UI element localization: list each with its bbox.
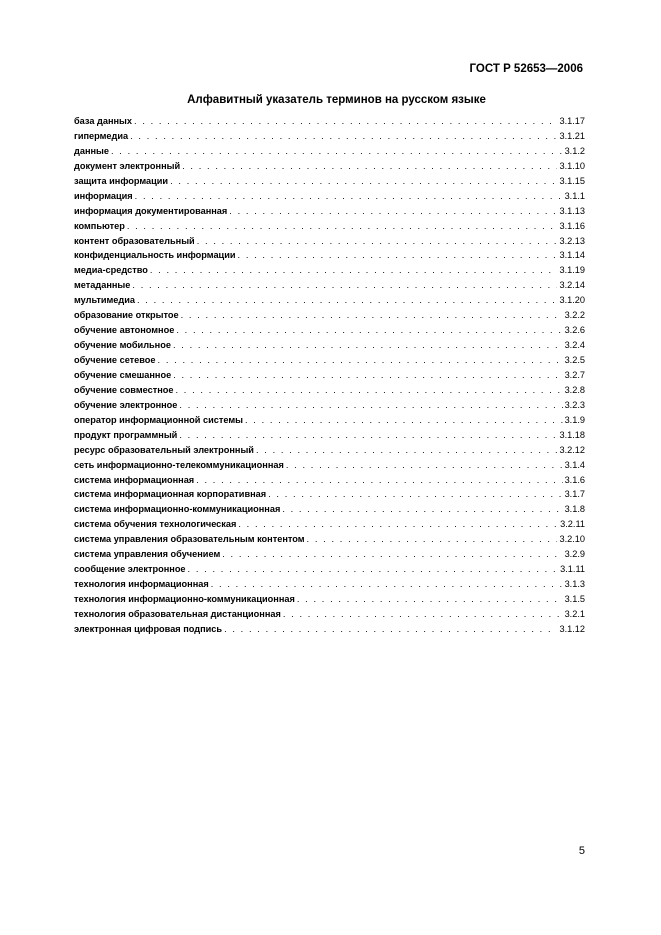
- index-term: система обучения технологическая: [74, 519, 237, 530]
- index-entry: [74, 443, 585, 458]
- dot-leader: [211, 577, 563, 592]
- term-index: [74, 114, 585, 637]
- index-term: образование открытое: [74, 310, 179, 321]
- dot-leader: [170, 174, 557, 189]
- index-reference: 3.1.8: [564, 504, 585, 515]
- index-entry: [74, 398, 585, 413]
- index-reference: 3.1.13: [559, 205, 585, 216]
- index-term: информация: [74, 190, 133, 201]
- index-reference: 3.2.9: [564, 549, 585, 560]
- dot-leader: [268, 487, 562, 502]
- index-entry: [74, 353, 585, 368]
- index-term: продукт программный: [74, 429, 178, 440]
- index-term: конфиденциальность информации: [74, 250, 236, 261]
- index-reference: 3.1.2: [564, 145, 585, 156]
- index-term: данные: [74, 145, 109, 156]
- dot-leader: [307, 532, 558, 547]
- dot-leader: [238, 248, 558, 263]
- index-term: сеть информационно-телекоммуникационная: [74, 459, 284, 470]
- index-term: система управления образовательным контентом: [74, 534, 305, 545]
- index-entry: [74, 248, 585, 263]
- index-term: система информационная корпоративная: [74, 489, 267, 500]
- index-entry: [74, 547, 585, 562]
- index-entry: [74, 487, 585, 502]
- index-term: медиа-средство: [74, 265, 148, 276]
- index-entry: [74, 413, 585, 428]
- index-term: гипермедиа: [74, 130, 129, 141]
- index-entry: [74, 234, 585, 249]
- dot-leader: [182, 159, 557, 174]
- index-term: обучение электронное: [74, 399, 178, 410]
- index-reference: 3.1.10: [559, 160, 585, 171]
- index-term: защита информации: [74, 175, 169, 186]
- index-entry: [74, 368, 585, 383]
- index-reference: 3.1.6: [564, 474, 585, 485]
- index-term: система управления обучением: [74, 549, 221, 560]
- index-entry: [74, 428, 585, 443]
- index-entry: [74, 174, 585, 189]
- index-reference: 3.1.15: [559, 175, 585, 186]
- index-entry: [74, 263, 585, 278]
- index-reference: 3.2.5: [564, 355, 585, 365]
- index-reference: 3.1.11: [560, 564, 585, 575]
- index-reference: 3.1.17: [559, 116, 585, 126]
- dot-leader: [179, 428, 557, 443]
- dot-leader: [176, 323, 562, 338]
- dot-leader: [134, 114, 557, 129]
- dot-leader: [173, 338, 563, 353]
- index-entry: [74, 129, 585, 144]
- index-entry: [74, 562, 585, 577]
- index-entry: [74, 607, 585, 622]
- index-reference: 3.1.3: [564, 579, 585, 590]
- index-entry: [74, 383, 585, 398]
- index-entry: [74, 159, 585, 174]
- index-term: обучение совместное: [74, 384, 174, 395]
- index-reference: 3.1.9: [564, 414, 585, 425]
- dot-leader: [137, 293, 557, 308]
- index-reference: 3.1.16: [559, 220, 585, 231]
- dot-leader: [256, 443, 557, 458]
- index-reference: 3.2.6: [564, 325, 585, 336]
- index-term: контент образовательный: [74, 235, 195, 246]
- index-reference: 3.1.21: [559, 130, 585, 141]
- dot-leader: [130, 129, 557, 144]
- index-term: система информационно-коммуникационная: [74, 504, 281, 515]
- index-reference: 3.2.8: [564, 384, 585, 395]
- dot-leader: [127, 219, 558, 234]
- dot-leader: [179, 398, 562, 413]
- index-entry: [74, 204, 585, 219]
- index-term: обучение мобильное: [74, 340, 171, 351]
- dot-leader: [158, 353, 563, 368]
- index-reference: 3.1.12: [559, 623, 585, 634]
- index-entry: [74, 592, 585, 607]
- dot-leader: [173, 368, 562, 383]
- dot-leader: [286, 458, 563, 473]
- index-reference: 3.1.18: [559, 429, 585, 440]
- index-entry: [74, 323, 585, 338]
- index-entry: [74, 278, 585, 293]
- dot-leader: [132, 278, 557, 293]
- index-entry: [74, 293, 585, 308]
- index-reference: 3.2.13: [559, 235, 585, 246]
- dot-leader: [245, 413, 563, 428]
- index-entry: [74, 114, 585, 129]
- index-term: технология образовательная дистанционная: [74, 608, 281, 619]
- index-term: обучение сетевое: [74, 355, 156, 365]
- index-entry: [74, 338, 585, 353]
- index-reference: 3.2.3: [564, 399, 585, 410]
- dot-leader: [222, 547, 562, 562]
- dot-leader: [282, 502, 562, 517]
- index-term: информация документированная: [74, 205, 228, 216]
- index-entry: [74, 308, 585, 323]
- standard-header: ГОСТ Р 52653—2006: [469, 63, 583, 75]
- index-entry: [74, 473, 585, 488]
- index-reference: 3.1.20: [559, 295, 585, 306]
- page-number: 5: [578, 845, 585, 857]
- index-term: электронная цифровая подпись: [74, 623, 223, 634]
- index-reference: 3.1.1: [564, 190, 585, 201]
- index-term: обучение смешанное: [74, 369, 172, 380]
- index-term: система информационная: [74, 474, 195, 485]
- index-term: база данных: [74, 116, 133, 126]
- index-term: документ электронный: [74, 160, 181, 171]
- dot-leader: [181, 308, 563, 323]
- index-entry: [74, 532, 585, 547]
- page-title: Алфавитный указатель терминов на русском языке: [187, 94, 486, 106]
- dot-leader: [135, 189, 563, 204]
- index-entry: [74, 144, 585, 159]
- index-reference: 3.2.4: [564, 340, 585, 351]
- index-reference: 3.2.2: [564, 310, 585, 321]
- dot-leader: [229, 204, 557, 219]
- index-reference: 3.1.14: [559, 250, 585, 261]
- dot-leader: [111, 144, 563, 159]
- index-term: метаданные: [74, 280, 131, 291]
- index-term: компьютер: [74, 220, 125, 231]
- dot-leader: [188, 562, 559, 577]
- index-entry: [74, 189, 585, 204]
- dot-leader: [197, 234, 558, 249]
- index-reference: 3.2.1: [564, 608, 585, 619]
- index-reference: 3.1.19: [559, 265, 585, 276]
- index-reference: 3.1.4: [564, 459, 585, 470]
- index-term: мультимедиа: [74, 295, 135, 306]
- index-reference: 3.2.10: [559, 534, 585, 545]
- dot-leader: [176, 383, 563, 398]
- dot-leader: [196, 473, 562, 488]
- index-entry: [74, 622, 585, 637]
- index-term: технология информационная: [74, 579, 209, 590]
- index-term: сообщение электронное: [74, 564, 186, 575]
- index-reference: 3.2.12: [559, 444, 585, 455]
- dot-leader: [283, 607, 563, 622]
- index-reference: 3.1.5: [564, 594, 585, 604]
- index-term: ресурс образовательный электронный: [74, 444, 254, 455]
- index-entry: [74, 577, 585, 592]
- dot-leader: [238, 517, 558, 532]
- index-entry: [74, 517, 585, 532]
- index-reference: 3.1.7: [564, 489, 585, 500]
- dot-leader: [297, 592, 563, 607]
- dot-leader: [150, 263, 558, 278]
- index-term: обучение автономное: [74, 325, 175, 336]
- index-term: оператор информационной системы: [74, 414, 243, 425]
- index-entry: [74, 458, 585, 473]
- index-entry: [74, 502, 585, 517]
- index-reference: 3.2.7: [564, 369, 585, 380]
- dot-leader: [224, 622, 557, 637]
- index-reference: 3.2.11: [560, 519, 585, 530]
- index-entry: [74, 219, 585, 234]
- index-reference: 3.2.14: [559, 280, 585, 291]
- index-term: технология информационно-коммуникационная: [74, 594, 295, 604]
